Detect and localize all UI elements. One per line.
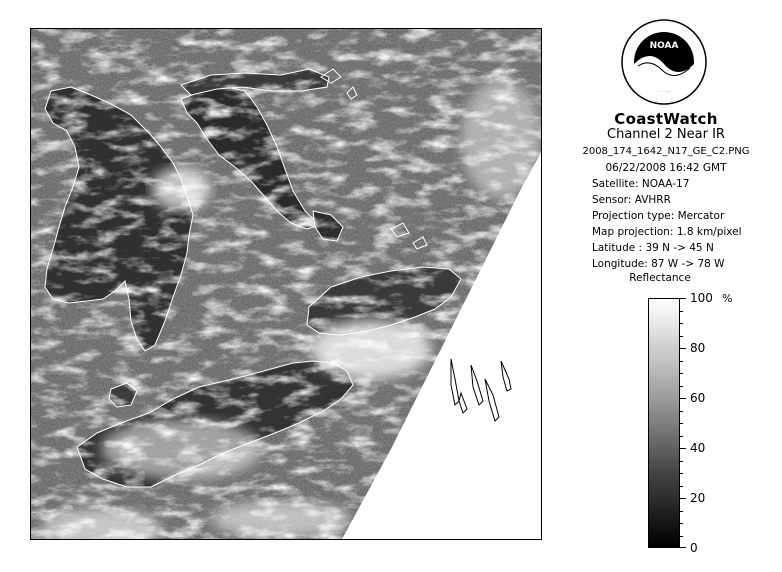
latitude-row: Latitude : 39 N -> 45 N [592,242,714,254]
satellite-map[interactable] [30,28,542,540]
colorbar-tick-mark [680,386,683,387]
colorbar-tick-mark [680,298,686,299]
colorbar-tick-label: 80 [690,341,706,355]
datetime-label: 06/22/2008 16:42 GMT [605,162,727,174]
colorbar-tick-mark [680,398,686,399]
colorbar-tick-label: 100 [690,291,713,305]
legend-title: Reflectance [629,272,691,284]
cloud-patch [311,319,431,379]
colorbar-tick-mark [680,411,683,412]
colorbar-tick-label: 60 [690,391,706,405]
sensor-row: Sensor: AVHRR [592,194,671,206]
colorbar-tick-mark [680,486,683,487]
colorbar-tick-label: 40 [690,441,706,455]
colorbar-tick-label: 20 [690,491,706,505]
colorbar-tick-mark [680,311,683,312]
colorbar-tick-mark [680,473,683,474]
longitude-row: Longitude: 87 W -> 78 W [592,258,725,270]
svg-text:NOAA: NOAA [649,41,679,51]
colorbar-tick-mark [680,323,683,324]
cloud-patch [211,501,351,537]
colorbar-tick-mark [680,373,683,374]
colorbar-tick-mark [680,461,683,462]
reflectance-colorbar [648,298,680,548]
brand-title: CoastWatch [614,110,718,128]
noaa-logo-icon [620,18,708,106]
cloud-patch [151,167,211,211]
filename-label: 2008_174_1642_N17_GE_C2.PNG [582,146,750,157]
colorbar-tick-label: 0 [690,541,698,555]
colorbar-tick-mark [680,361,683,362]
colorbar-tick-mark [680,348,686,349]
colorbar-tick-mark [680,423,683,424]
projection-type-row: Projection type: Mercator [592,210,725,222]
colorbar-tick-mark [680,436,683,437]
map-canvas [31,29,542,540]
colorbar-tick-mark [680,511,683,512]
channel-label: Channel 2 Near IR [607,127,725,142]
colorbar-tick-mark [680,536,683,537]
colorbar-tick-mark [680,547,686,548]
legend-unit: % [722,292,733,305]
colorbar-tick-mark [680,498,686,499]
cloud-patch [101,419,261,479]
colorbar-tick-mark [680,336,683,337]
colorbar-tick-mark [680,448,686,449]
satellite-row: Satellite: NOAA-17 [592,178,690,190]
map-projection-row: Map projection: 1.8 km/pixel [592,226,742,238]
colorbar-tick-mark [680,523,683,524]
